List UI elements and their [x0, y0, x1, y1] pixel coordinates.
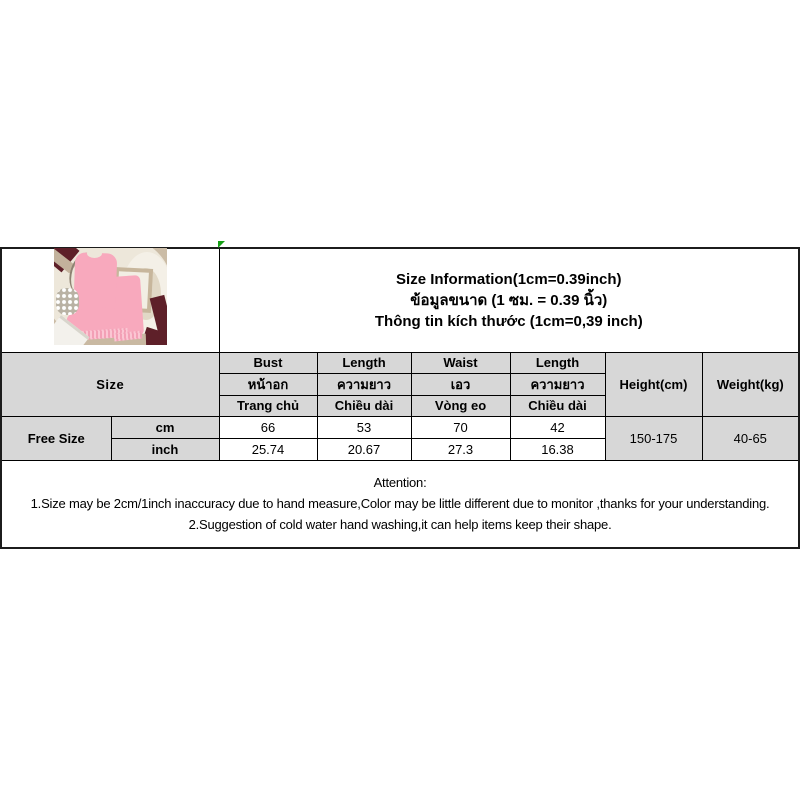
col-header-length2-th: ความยาว [510, 373, 605, 395]
value-length2-cm: 42 [510, 416, 605, 438]
size-information-title-cell [219, 248, 799, 352]
col-header-height: Height(cm) [605, 352, 702, 416]
col-header-waist-th: เอว [411, 373, 510, 395]
col-header-length1-en: Length [317, 352, 411, 373]
unit-label-inch: inch [111, 438, 219, 460]
col-header-bust-th: หน้าอก [219, 373, 317, 395]
photo-pearl-bag-shape [56, 288, 79, 315]
col-header-length1-vi: Chiều dài [317, 395, 411, 416]
attention-line-2: 2.Suggestion of cold water hand washing,it can help items keep their shape. [188, 517, 612, 533]
value-length2-inch: 16.38 [510, 438, 605, 460]
value-waist-cm: 70 [411, 416, 510, 438]
size-corner-label: Size [1, 352, 219, 416]
col-header-weight: Weight(kg) [702, 352, 799, 416]
green-corner-marker [218, 241, 225, 248]
value-bust-cm: 66 [219, 416, 317, 438]
unit-label-cm: cm [111, 416, 219, 438]
attention-note-cell [1, 460, 799, 548]
value-height-range: 150-175 [605, 416, 702, 460]
value-waist-inch: 27.3 [411, 438, 510, 460]
col-header-length1-th: ความยาว [317, 373, 411, 395]
col-header-length2-vi: Chiều dài [510, 395, 605, 416]
col-header-bust-en: Bust [219, 352, 317, 373]
attention-line-1: 1.Size may be 2cm/1inch inaccuracy due to hand measure,Color may be little different due to monitor ,thanks for your understanding. [30, 496, 770, 512]
product-photo [54, 248, 167, 345]
col-header-length2-en: Length [510, 352, 605, 373]
value-length1-cm: 53 [317, 416, 411, 438]
title-line-thai: ข้อมูลขนาด (1 ซม. = 0.39 นิ้ว) [410, 291, 608, 309]
photo-neckline-shape [87, 249, 102, 258]
title-line-vietnamese: Thông tin kích thước (1cm=0,39 inch) [374, 312, 643, 330]
value-bust-inch: 25.74 [219, 438, 317, 460]
col-header-bust-vi: Trang chủ [219, 395, 317, 416]
title-line-english: Size Information(1cm=0.39inch) [396, 270, 622, 288]
col-header-waist-vi: Vòng eo [411, 395, 510, 416]
size-row-label: Free Size [1, 416, 111, 460]
attention-heading: Attention: [373, 475, 427, 491]
value-weight-range: 40-65 [702, 416, 799, 460]
value-length1-inch: 20.67 [317, 438, 411, 460]
col-header-waist-en: Waist [411, 352, 510, 373]
